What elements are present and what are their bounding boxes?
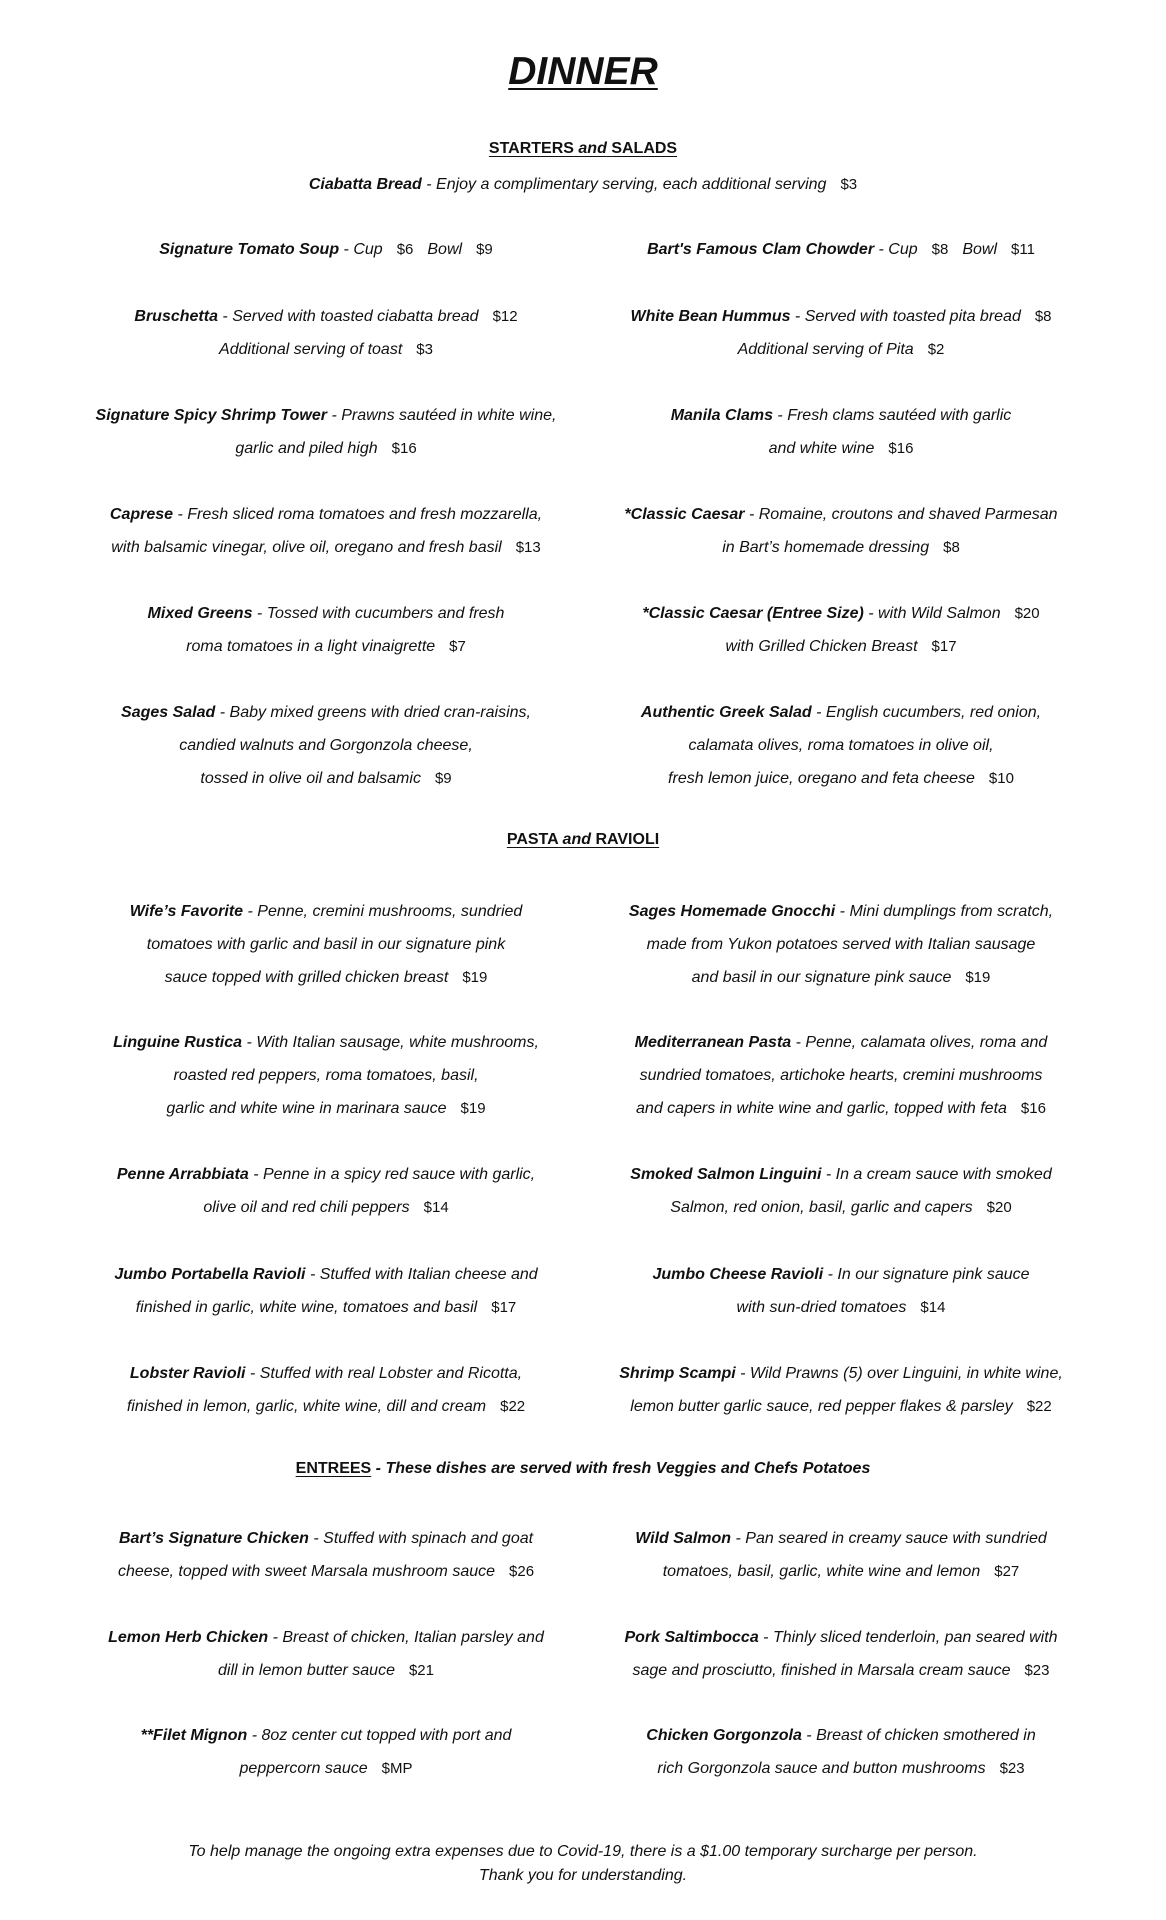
item-desc: roma tomatoes in a light vinaigrette (186, 638, 436, 655)
item-desc: sage and prosciutto, finished in Marsala cream sauce (632, 1662, 1011, 1679)
item-desc: - Mini dumplings from scratch, (835, 903, 1054, 920)
item-line (46, 300, 606, 333)
item-desc: tomatoes, basil, garlic, white wine and lemon (662, 1563, 981, 1580)
item-line (561, 1522, 1121, 1555)
item-name: Mediterranean Pasta (634, 1034, 792, 1051)
menu-item (46, 300, 606, 366)
item-line (561, 1191, 1121, 1224)
item-desc: - Pan seared in creamy sauce with sundried (731, 1530, 1047, 1547)
item-name: Pork Saltimbocca (624, 1629, 759, 1646)
item-price: $20 (1014, 605, 1040, 622)
item-line (46, 630, 606, 663)
item-line (561, 597, 1121, 630)
item-name: Shrimp Scampi (619, 1365, 736, 1382)
item-name: **Filet Mignon (140, 1727, 248, 1744)
item-line (46, 1752, 606, 1785)
item-name: Manila Clams (670, 407, 773, 424)
item-desc: - Served with toasted ciabatta bread (217, 308, 479, 325)
bowl-label: Bowl (427, 241, 463, 258)
item-price: $17 (491, 1299, 517, 1316)
menu-item (46, 1522, 606, 1588)
item-desc: made from Yukon potatoes served with Italian sausage (646, 936, 1036, 953)
item-line (46, 895, 606, 928)
item-desc: garlic and white wine in marinara sauce (166, 1100, 447, 1117)
bowl-price: $9 (476, 241, 493, 258)
item-desc: peppercorn sauce (239, 1760, 368, 1777)
menu-item (46, 1357, 606, 1423)
item-desc: - With Italian sausage, white mushrooms, (242, 1034, 539, 1051)
item-price: $19 (965, 969, 991, 986)
item-price: $22 (1026, 1398, 1052, 1415)
section-header-entrees-note: - These dishes are served with fresh Veggies and Chefs Potatoes (371, 1460, 871, 1477)
item-line (561, 762, 1121, 795)
item-line (46, 729, 606, 762)
surcharge-text: To help manage the ongoing extra expenses due to Covid-19, there is a $1.00 temporary surcharge per person. (188, 1843, 978, 1860)
menu-item (561, 498, 1121, 564)
item-desc: sauce topped with grilled chicken breast (164, 969, 449, 986)
section-header-starters-text (489, 140, 677, 157)
item-line (561, 928, 1121, 961)
item-desc: - Fresh clams sautéed with garlic (772, 407, 1012, 424)
menu-item (561, 1258, 1121, 1324)
item-desc: garlic and piled high (235, 440, 378, 457)
item-line (46, 1059, 606, 1092)
item-desc: and basil in our signature pink sauce (691, 969, 952, 986)
menu-item (561, 895, 1121, 994)
item-desc: tomatoes with garlic and basil in our signature pink (146, 936, 506, 953)
item-desc: - In our signature pink sauce (823, 1266, 1030, 1283)
section-header-entrees (0, 1458, 1166, 1480)
item-desc: - Thinly sliced tenderloin, pan seared with (758, 1629, 1058, 1646)
item-price: $19 (460, 1100, 486, 1117)
menu-item (561, 399, 1121, 465)
item-line (561, 1258, 1121, 1291)
item-desc: - Penne in a spicy red sauce with garlic, (248, 1166, 536, 1183)
item-desc: candied walnuts and Gorgonzola cheese, (179, 737, 473, 754)
item-name: Lobster Ravioli (129, 1365, 246, 1382)
item-desc: and capers in white wine and garlic, topped with feta (636, 1100, 1007, 1117)
menu-item (561, 1026, 1121, 1125)
item-line (561, 399, 1121, 432)
item-line (561, 333, 1121, 366)
item-line (561, 300, 1121, 333)
header-word: SALADS (611, 140, 678, 157)
item-price: $27 (994, 1563, 1020, 1580)
item-desc: - Enjoy a complimentary serving, each additional serving (421, 176, 827, 193)
item-line (46, 597, 606, 630)
item-desc: roasted red peppers, roma tomatoes, basil, (173, 1067, 479, 1084)
surcharge-notice (0, 1840, 1166, 1888)
item-line (561, 895, 1121, 928)
item-desc: - Penne, calamata olives, roma and (791, 1034, 1048, 1051)
item-desc: sundried tomatoes, artichoke hearts, cremini mushrooms (639, 1067, 1043, 1084)
thank-you-text: Thank you for understanding. (478, 1867, 688, 1884)
item-desc: - with Wild Salmon (863, 605, 1001, 622)
item-desc: fresh lemon juice, oregano and feta cheese (668, 770, 975, 787)
item-desc: - Romaine, croutons and shaved Parmesan (744, 506, 1058, 523)
item-price: $16 (1020, 1100, 1046, 1117)
cup-label: - Cup (874, 241, 918, 258)
item-line (46, 432, 606, 465)
item-price: $26 (509, 1563, 535, 1580)
header-word: PASTA (506, 831, 559, 848)
item-price: $7 (449, 638, 466, 655)
item-name: Jumbo Cheese Ravioli (652, 1266, 824, 1283)
item-name: Smoked Salmon Linguini (630, 1166, 822, 1183)
item-line (561, 630, 1121, 663)
item-desc: - In a cream sauce with smoked (821, 1166, 1052, 1183)
item-line (561, 1555, 1121, 1588)
bowl-price: $11 (1011, 241, 1035, 258)
item-line (46, 1258, 606, 1291)
header-word: and (562, 831, 591, 848)
item-desc: Salmon, red onion, basil, garlic and capers (670, 1199, 973, 1216)
item-line (46, 928, 606, 961)
item-line (561, 531, 1121, 564)
item-desc: finished in garlic, white wine, tomatoes and basil (135, 1299, 478, 1316)
item-name: Signature Tomato Soup (159, 241, 340, 258)
item-line (561, 729, 1121, 762)
item-name: Lemon Herb Chicken (108, 1629, 269, 1646)
menu-item (46, 1158, 606, 1224)
item-name: Ciabatta Bread (308, 176, 422, 193)
menu-item (46, 498, 606, 564)
item-desc: with balsamic vinegar, olive oil, oregano and fresh basil (111, 539, 502, 556)
item-line (561, 1752, 1121, 1785)
item-line (46, 1522, 606, 1555)
item-price: $16 (888, 440, 914, 457)
item-price: $9 (434, 770, 452, 787)
item-desc: with Grilled Chicken Breast (725, 638, 918, 655)
item-desc: - Stuffed with spinach and goat (308, 1530, 534, 1547)
item-desc: - Penne, cremini mushrooms, sundried (243, 903, 523, 920)
item-desc: lemon butter garlic sauce, red pepper flakes & parsley (630, 1398, 1013, 1415)
header-word: RAVIOLI (595, 831, 660, 848)
item-name: *Classic Caesar (Entree Size) (642, 605, 864, 622)
item-price: $23 (999, 1760, 1025, 1777)
item-desc: - Served with toasted pita bread (790, 308, 1021, 325)
item-desc: finished in lemon, garlic, white wine, dill and cream (126, 1398, 487, 1415)
item-price: $14 (423, 1199, 449, 1216)
item-desc: - Breast of chicken smothered in (801, 1727, 1036, 1744)
item-desc: - Prawns sautéed in white wine, (327, 407, 557, 424)
menu-title (0, 48, 1166, 96)
menu-item-tomato-soup (46, 233, 606, 266)
menu-item (561, 1522, 1121, 1588)
item-desc: olive oil and red chili peppers (203, 1199, 410, 1216)
item-desc: - Stuffed with Italian cheese and (305, 1266, 538, 1283)
item-desc: calamata olives, roma tomatoes in olive oil, (688, 737, 994, 754)
menu-item (46, 1026, 606, 1125)
item-line (561, 1059, 1121, 1092)
item-price: $2 (927, 341, 945, 358)
menu-item (561, 1158, 1121, 1224)
item-line (46, 233, 606, 266)
item-price: $19 (462, 969, 488, 986)
item-name: Chicken Gorgonzola (646, 1727, 802, 1744)
item-price: $20 (986, 1199, 1012, 1216)
item-desc: - Wild Prawns (5) over Linguini, in white wine, (735, 1365, 1063, 1382)
item-line (561, 1621, 1121, 1654)
item-price: $12 (492, 308, 518, 325)
item-line (46, 1092, 606, 1125)
item-name: Penne Arrabbiata (116, 1166, 249, 1183)
item-desc: - Baby mixed greens with dried cran-raisins, (215, 704, 531, 721)
item-price: $23 (1024, 1662, 1050, 1679)
item-line (561, 1092, 1121, 1125)
menu-item-clam-chowder (561, 233, 1121, 266)
item-line (46, 696, 606, 729)
item-desc: Additional serving of toast (219, 341, 403, 358)
item-line (561, 432, 1121, 465)
item-name: Linguine Rustica (113, 1034, 243, 1051)
item-line (561, 1357, 1121, 1390)
item-line (561, 696, 1121, 729)
menu-item (46, 696, 606, 795)
item-name: Caprese (109, 506, 174, 523)
item-price: $10 (988, 770, 1014, 787)
item-line (0, 168, 1166, 201)
item-name: Bruschetta (134, 308, 218, 325)
menu-item (46, 1719, 606, 1785)
item-line (46, 1654, 606, 1687)
item-desc: - Tossed with cucumbers and fresh (252, 605, 505, 622)
cup-label: - Cup (339, 241, 383, 258)
item-line (46, 531, 606, 564)
section-header-pasta-text (507, 831, 659, 848)
menu-item (561, 1719, 1121, 1785)
item-desc: with sun-dried tomatoes (736, 1299, 907, 1316)
item-price: $3 (840, 176, 858, 193)
item-name: Wild Salmon (635, 1530, 732, 1547)
cup-price: $8 (931, 241, 949, 258)
item-price: $21 (408, 1662, 434, 1679)
menu-item (46, 1621, 606, 1687)
bowl-label: Bowl (962, 241, 997, 258)
menu-item (561, 696, 1121, 795)
item-line (46, 1621, 606, 1654)
item-line (46, 1357, 606, 1390)
item-desc: in Bart’s homemade dressing (722, 539, 930, 556)
item-price: $MP (381, 1760, 413, 1777)
item-name: Authentic Greek Salad (640, 704, 812, 721)
item-name: Bart’s Signature Chicken (118, 1530, 309, 1547)
item-name: Sages Homemade Gnocchi (628, 903, 836, 920)
menu-item (561, 1357, 1121, 1423)
item-price: $17 (931, 638, 957, 655)
item-line (561, 1291, 1121, 1324)
item-desc: - 8oz center cut topped with port and (247, 1727, 512, 1744)
menu-item (46, 399, 606, 465)
section-header-pasta (0, 829, 1166, 851)
item-line (46, 961, 606, 994)
menu-title-text: DINNER (508, 50, 658, 93)
item-price: $13 (515, 539, 541, 556)
item-line (561, 498, 1121, 531)
item-line (46, 1719, 606, 1752)
item-desc: cheese, topped with sweet Marsala mushroom sauce (117, 1563, 496, 1580)
item-desc: - Fresh sliced roma tomatoes and fresh mozzarella, (173, 506, 543, 523)
item-line (46, 399, 606, 432)
item-name: White Bean Hummus (630, 308, 791, 325)
menu-item-ciabatta (0, 168, 1166, 201)
section-header-starters (0, 138, 1166, 160)
cup-price: $6 (396, 241, 414, 258)
item-line (561, 1390, 1121, 1423)
item-name: Bart's Famous Clam Chowder (647, 241, 875, 258)
menu-item (46, 1258, 606, 1324)
item-price: $22 (500, 1398, 526, 1415)
item-price: $16 (391, 440, 417, 457)
item-line (46, 762, 606, 795)
item-name: *Classic Caesar (624, 506, 745, 523)
item-price: $8 (1034, 308, 1052, 325)
item-desc: Additional serving of Pita (737, 341, 914, 358)
item-desc: - Breast of chicken, Italian parsley and (268, 1629, 544, 1646)
header-word: and (578, 140, 607, 157)
item-name: Wife’s Favorite (129, 903, 244, 920)
item-desc: - English cucumbers, red onion, (811, 704, 1042, 721)
item-line (46, 333, 606, 366)
menu-item (46, 895, 606, 994)
menu-item (561, 597, 1121, 663)
item-name: Jumbo Portabella Ravioli (114, 1266, 306, 1283)
item-desc: dill in lemon butter sauce (217, 1662, 395, 1679)
item-line (561, 1158, 1121, 1191)
item-line (46, 1555, 606, 1588)
item-line (46, 1026, 606, 1059)
item-price: $8 (943, 539, 960, 556)
item-line (46, 1291, 606, 1324)
item-name: Mixed Greens (147, 605, 253, 622)
item-line (46, 498, 606, 531)
item-line (46, 1390, 606, 1423)
item-name: Sages Salad (121, 704, 216, 721)
item-desc: tossed in olive oil and balsamic (200, 770, 421, 787)
item-line (561, 1719, 1121, 1752)
item-price: $14 (920, 1299, 946, 1316)
section-header-entrees-label: ENTREES (295, 1460, 372, 1477)
item-line (561, 233, 1121, 266)
menu-item (46, 597, 606, 663)
item-name: Signature Spicy Shrimp Tower (95, 407, 327, 424)
item-line (46, 1158, 606, 1191)
item-line (46, 1191, 606, 1224)
item-line (561, 1026, 1121, 1059)
item-desc: rich Gorgonzola sauce and button mushrooms (657, 1760, 986, 1777)
header-word: STARTERS (488, 140, 574, 157)
menu-item (561, 300, 1121, 366)
item-desc: - Stuffed with real Lobster and Ricotta, (245, 1365, 523, 1382)
item-line (561, 1654, 1121, 1687)
item-line (561, 961, 1121, 994)
item-price: $3 (416, 341, 433, 358)
item-desc: and white wine (768, 440, 875, 457)
menu-item (561, 1621, 1121, 1687)
